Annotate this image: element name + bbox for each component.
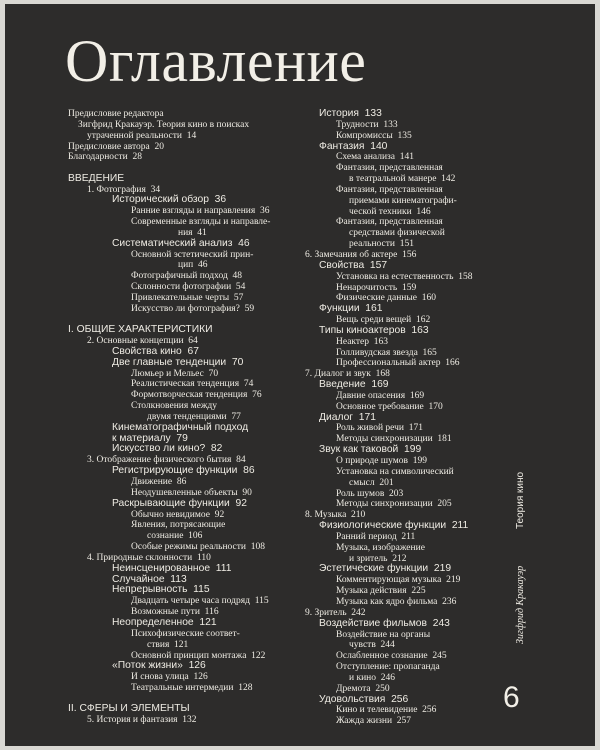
toc-section-heading: Функции 161 <box>319 303 383 315</box>
toc-section-heading: ВВЕДЕНИЕ <box>68 172 125 184</box>
toc-entry: Дремота 250 <box>336 683 390 694</box>
toc-entry: Компромиссы 135 <box>336 130 412 141</box>
toc-section-heading: Свойства 157 <box>319 259 388 271</box>
toc-entry: Вещь среди вещей 162 <box>336 315 431 326</box>
toc-entry: Основное требование 170 <box>336 401 443 412</box>
toc-section-heading: Исторический обзор 36 <box>112 194 227 206</box>
toc-entry: сознание 106 <box>147 531 203 542</box>
toc-entry: Двадцать четыре часа подряд 115 <box>131 596 269 607</box>
toc-entry: 6. Замечания об актере 156 <box>305 249 417 260</box>
toc-left-column <box>68 109 293 726</box>
toc-entry: чувств 244 <box>349 640 395 651</box>
toc-entry: ствия 121 <box>147 639 189 650</box>
toc-section-heading: Звук как таковой 199 <box>319 444 422 456</box>
toc-entry: 3. Отображение физического бытия 84 <box>87 455 246 466</box>
side-author-name: Зигфрид Кракауэр <box>515 565 526 644</box>
toc-section-heading: Физиологические функции 211 <box>319 520 469 532</box>
toc-entry: Предисловие редактора <box>68 109 164 119</box>
toc-entry: Ранние взгляды и направления 36 <box>131 206 270 217</box>
toc-entry: 5. История и фантазия 132 <box>87 715 197 726</box>
toc-entry: Ненарочитость 159 <box>336 282 417 293</box>
toc-entry: утраченной реальности 14 <box>87 130 197 141</box>
toc-entry: Зигфрид Кракауэр. Теория кино в поисках <box>78 119 250 130</box>
toc-entry: Роль живой речи 171 <box>336 423 423 434</box>
toc-section-heading: Систематический анализ 46 <box>112 237 250 249</box>
toc-entry: реальности 151 <box>349 239 414 250</box>
page-title: Оглавление <box>65 28 367 94</box>
toc-section-heading: Раскрывающие функции 92 <box>112 497 247 509</box>
toc-section-heading: Кинематографичный подход <box>112 421 249 433</box>
toc-entry: Фантазия, представленная <box>336 217 443 228</box>
toc-section-heading: Непрерывность 115 <box>112 584 210 596</box>
toc-section-heading: Неинсценированное 111 <box>112 562 232 574</box>
toc-entry: Люмьер и Мельес 70 <box>131 368 219 379</box>
toc-entry: Отступление: пропаганда <box>336 662 440 673</box>
toc-entry: Музыка как ядро фильма 236 <box>336 596 457 607</box>
toc-entry: Основной принцип монтажа 122 <box>131 650 266 661</box>
toc-entry: смысл 201 <box>349 477 394 488</box>
toc-entry: Комментирующая музыка 219 <box>336 575 461 586</box>
toc-entry: и зритель 212 <box>349 553 407 564</box>
toc-entry: Установка на символический <box>336 466 454 477</box>
book-page <box>5 4 595 746</box>
toc-section-heading: Удовольствия 256 <box>319 693 409 705</box>
toc-entry: Особые режимы реальности 108 <box>131 542 265 553</box>
toc-entry: 1. Фотография 34 <box>87 184 161 195</box>
toc-entry: Психофизические соответ- <box>131 628 240 639</box>
toc-entry: 8. Музыка 210 <box>305 510 366 521</box>
toc-entry: Воздействие на органы <box>336 629 431 640</box>
toc-section-heading: Регистрирующие функции 86 <box>112 465 255 477</box>
toc-entry: И снова улица 126 <box>131 672 208 683</box>
toc-entry: 9. Зритель 242 <box>305 607 366 618</box>
toc-entry: Голливудская звезда 165 <box>336 347 437 358</box>
toc-entry: Движение 86 <box>131 477 187 487</box>
toc-section-heading: Типы киноактеров 163 <box>319 324 429 336</box>
toc-entry: Физические данные 160 <box>336 293 436 304</box>
toc-section-heading: Введение 169 <box>319 379 389 391</box>
toc-entry: Жажда жизни 257 <box>336 716 412 727</box>
toc-entry: Кино и телевидение 256 <box>336 705 437 716</box>
toc-entry: двумя тенденциями 77 <box>147 411 241 422</box>
toc-entry: Установка на естественность 158 <box>336 271 473 282</box>
toc-entry: Схема анализа 141 <box>336 152 414 163</box>
toc-section-heading: Две главные тенденции 70 <box>112 356 244 368</box>
toc-entry: Неодушевленные объекты 90 <box>131 487 252 498</box>
toc-entry: Фантазия, представленная <box>336 184 443 195</box>
toc-right-column <box>305 108 544 727</box>
toc-entry: Методы синхронизации 181 <box>336 434 452 445</box>
toc-entry: Привлекательные черты 57 <box>131 293 244 303</box>
toc-entry: и кино 246 <box>349 672 395 683</box>
toc-entry: Роль шумов 203 <box>336 488 404 499</box>
toc-entry: Фотографичный подход 48 <box>131 271 243 282</box>
toc-entry: 7. Диалог и звук 168 <box>305 369 390 380</box>
toc-entry: Возможные пути 116 <box>131 607 219 618</box>
toc-entry: ния 41 <box>178 227 207 238</box>
toc-section-heading: Случайное 113 <box>112 573 187 585</box>
toc-entry: Явления, потрясающие <box>131 520 226 531</box>
toc-section-heading: к материалу 79 <box>112 432 188 444</box>
toc-entry: Реалистическая тенденция 74 <box>131 379 254 390</box>
toc-entry: Неактер 163 <box>336 336 389 347</box>
toc-entry: Профессиональный актер 166 <box>336 358 460 369</box>
toc-section-heading: Фантазия 140 <box>319 140 388 152</box>
toc-entry: Искусство ли фотография? 59 <box>131 303 255 314</box>
side-book-title: Теория кино <box>515 471 526 529</box>
toc-entry: Основной эстетический прин- <box>131 249 254 260</box>
toc-entry: приемами кинематографи- <box>349 195 457 206</box>
toc-entry: Склонности фотографии 54 <box>131 282 246 293</box>
page-number: 6 <box>503 681 520 714</box>
toc-entry: Ранний период 211 <box>336 531 416 542</box>
toc-section-heading: Неопределенное 121 <box>112 616 217 628</box>
toc-section-heading: Воздействие фильмов 243 <box>319 617 450 629</box>
toc-section-heading: I. ОБЩИЕ ХАРАКТЕРИСТИКИ <box>68 324 213 336</box>
toc-section-heading: Диалог 171 <box>319 411 376 423</box>
toc-entry: О природе шумов 199 <box>336 456 427 466</box>
toc-entry: Столкновения между <box>131 401 217 412</box>
toc-section-heading: История 133 <box>319 108 382 119</box>
toc-entry: ческой техники 146 <box>349 206 431 217</box>
toc-entry: Современные взгляды и направле- <box>131 217 271 228</box>
toc-entry: в театральной манере 142 <box>349 174 456 185</box>
toc-section-heading: II. СФЕРЫ И ЭЛЕМЕНТЫ <box>68 703 190 715</box>
toc-section-heading: «Поток жизни» 126 <box>112 660 206 672</box>
toc-entry: Театральные интермедии 128 <box>131 683 253 694</box>
toc-entry: Трудности 133 <box>336 119 398 130</box>
toc-section-heading: Свойства кино 67 <box>112 345 199 357</box>
toc-entry: Благодарности 28 <box>68 152 142 163</box>
toc-entry: 4. Природные склонности 110 <box>87 552 211 563</box>
toc-entry: цип 46 <box>178 260 208 271</box>
toc-entry: Предисловие автора 20 <box>68 141 164 152</box>
toc-entry: Методы синхронизации 205 <box>336 499 452 510</box>
toc-entry: 2. Основные концепции 64 <box>87 336 198 347</box>
toc-entry: средствами физической <box>349 228 445 239</box>
toc-section-heading: Эстетические функции 219 <box>319 563 452 575</box>
toc-entry: Фантазия, представленная <box>336 163 443 174</box>
toc-entry: Музыка, изображение <box>336 542 425 553</box>
toc-entry: Музыка действия 225 <box>336 586 426 597</box>
toc-entry: Давние опасения 169 <box>336 390 425 401</box>
toc-entry: Ослабленное сознание 245 <box>336 651 447 662</box>
toc-entry: Обычно невидимое 92 <box>131 509 225 520</box>
toc-entry: Формотворческая тенденция 76 <box>131 390 262 401</box>
toc-section-heading: Искусство ли кино? 82 <box>112 443 223 455</box>
